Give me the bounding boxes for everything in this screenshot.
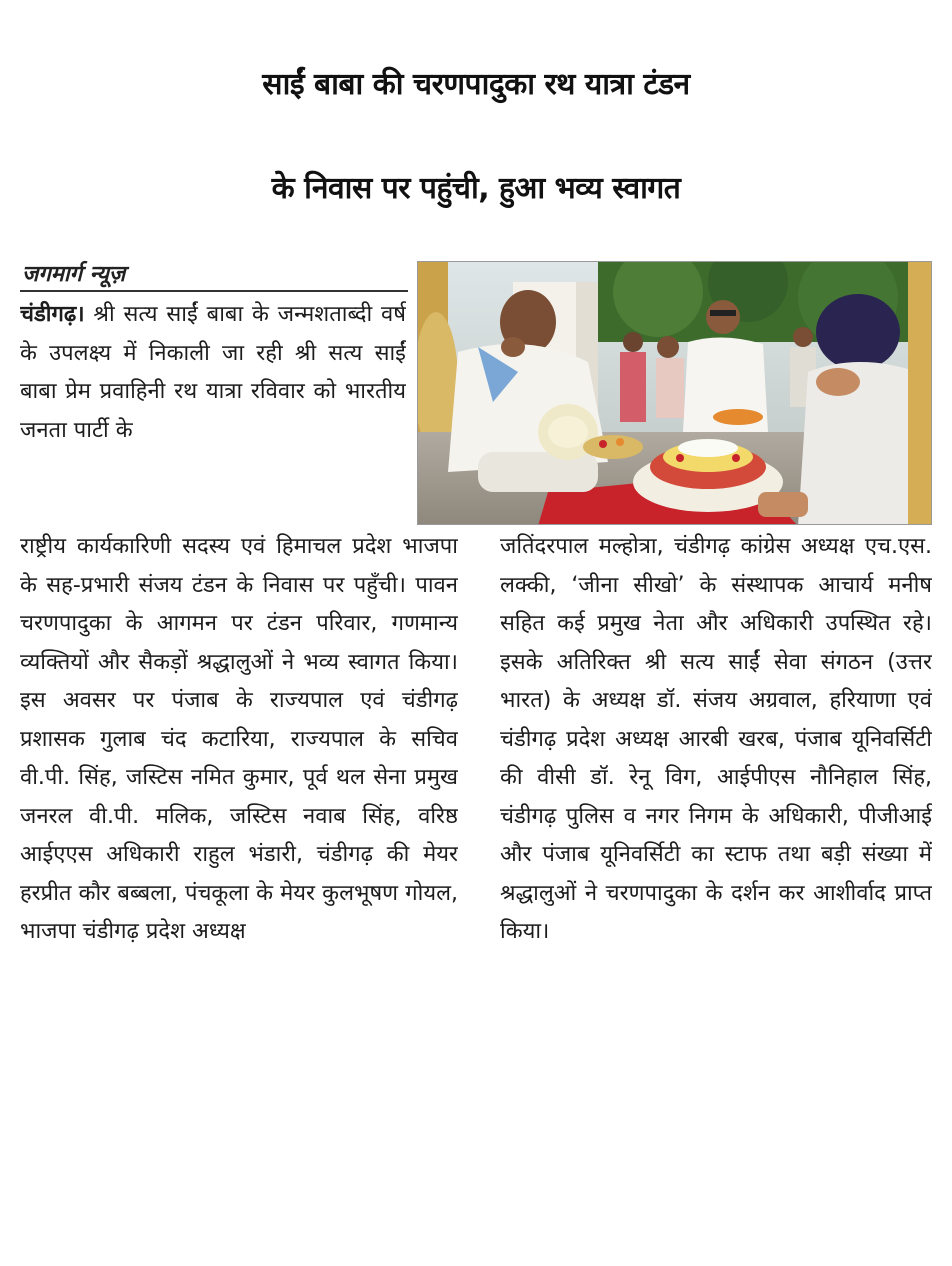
headline-line-1: साईं बाबा की चरणपादुका रथ यात्रा टंडन xyxy=(262,67,690,102)
article-intro xyxy=(20,296,406,528)
article-column-left: राष्ट्रीय कार्यकारिणी सदस्य एवं हिमाचल प्रदेश भाजपा के सह-प्रभारी संजय टंडन के निवास पर पहुँची। पावन चरणपादुका के आगमन पर टंडन परिवार, गणमान्य व्यक्तियों और सैकड़ों श्रद्धालुओं ने भव्य स्वागत किया। इस अवसर पर पंजाब के राज्यपाल एवं चंडीगढ़ प्रशासक गुलाब चंद कटारिया, राज्यपाल के सचिव वी.पी. सिंह, जस्टिस नमित कुमार, पूर्व थल सेना प्रमुख जनरल वी.पी. मलिक, जस्टिस नवाब सिंह, वरिष्ठ आईएएस अधिकारी राहुल भंडारी, चंडीगढ़ की मेयर हरप्रीत कौर बब्बला, पंचकूला के मेयर कुलभूषण गोयल, भाजपा चंडीगढ़ प्रदेश अध्यक्ष xyxy=(20,534,458,944)
byline: जगमार्ग न्यूज़ xyxy=(22,262,126,287)
news-photo xyxy=(417,261,932,525)
headline-line-2: के निवास पर पहुंची, हुआ भव्य स्वागत xyxy=(271,171,681,206)
article-column-right: जतिंदरपाल मल्होत्रा, चंडीगढ़ कांग्रेस अध्यक्ष एच.एस. लक्की, ‘जीना सीखो’ के संस्थापक आचार्य मनीष सहित कई प्रमुख नेता और अधिकारी उपस्थित रहे। इसके अतिरिक्त श्री सत्य साईं सेवा संगठन (उत्तर भारत) के अध्यक्ष डॉ. संजय अग्रवाल, हरियाणा एवं चंडीगढ़ प्रदेश अध्यक्ष आरबी खरब, पंजाब यूनिवर्सिटी की वीसी डॉ. रेनू विग, आईपीएस नौनिहाल सिंह, चंडीगढ़ पुलिस व नगर निगम के अधिकारी, पीजीआई और पंजाब यूनिवर्सिटी का स्टाफ तथा बड़ी संख्या में श्रद्धालुओं ने चरणपादुका के दर्शन कर आशीर्वाद प्राप्त किया। xyxy=(500,534,932,944)
dateline: चंडीगढ़। xyxy=(20,302,85,327)
byline-rule xyxy=(20,290,408,292)
article-intro-text: श्री सत्य साईं बाबा के जन्मशताब्दी वर्ष के उपलक्ष्य में निकाली जा रही श्री सत्य साईं बाबा प्रेम प्रवाहिनी रथ यात्रा रविवार को भारतीय जनता पार्टी के xyxy=(20,302,406,443)
